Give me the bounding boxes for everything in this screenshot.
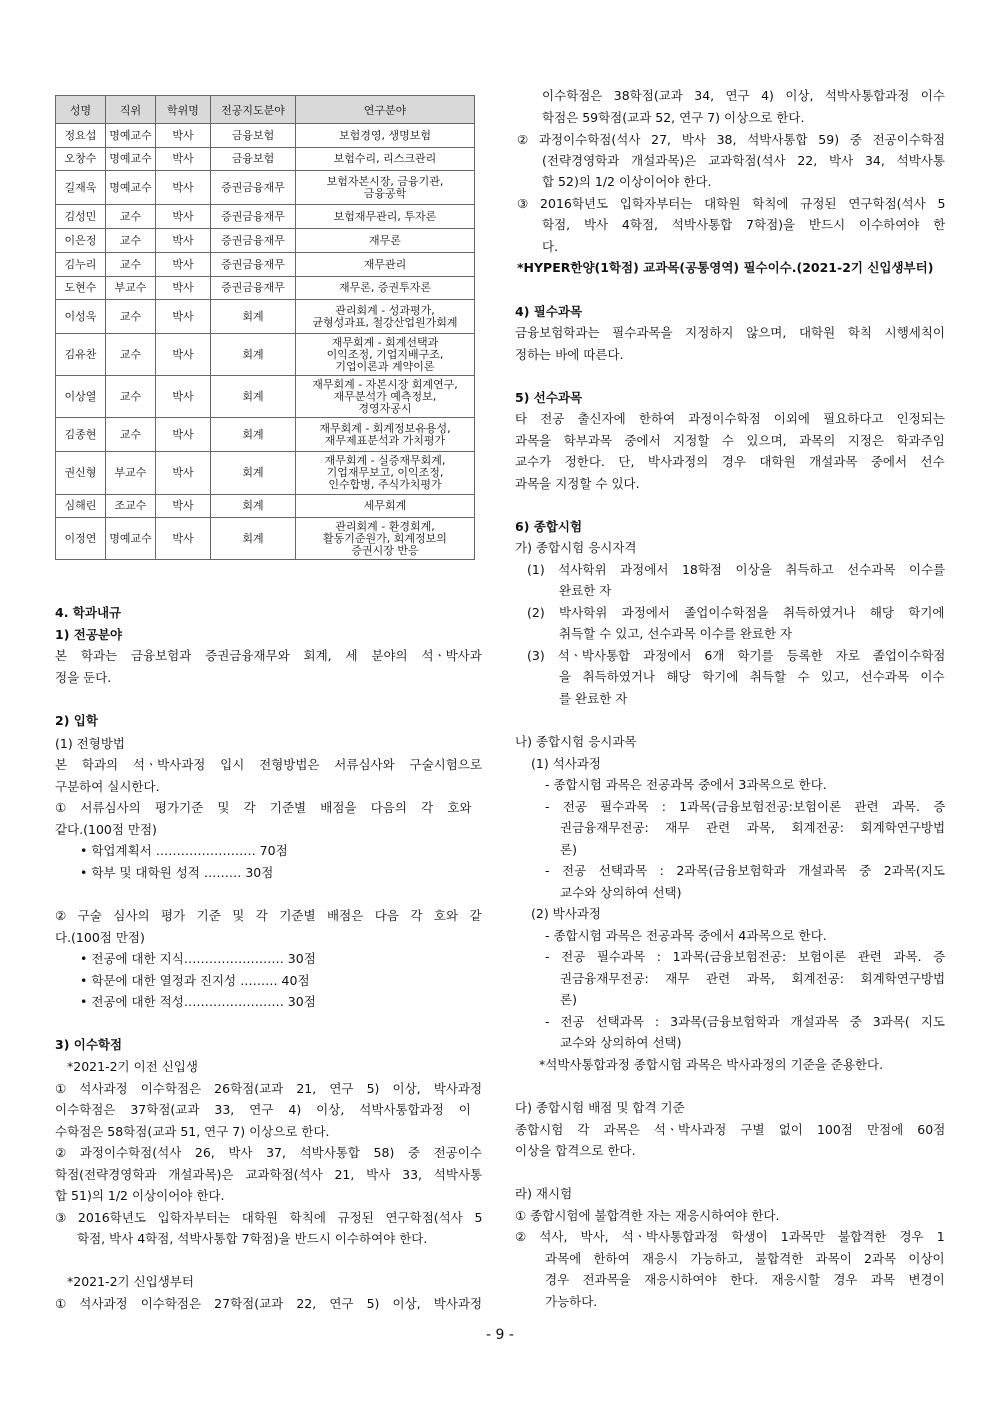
- cell-field: 회계: [211, 334, 296, 376]
- text-line: 같다.(100점 만점): [55, 822, 157, 837]
- cell-research: [296, 277, 475, 300]
- section-heading: *HYPER한양(1학점) 교과목(공통영역) 필수이수.(2021-2기 신입생부터): [517, 260, 934, 275]
- text-line: 학점, 박사 4학점, 석박사통합 7학점)을 반드시 이수하여야 한: [542, 217, 946, 232]
- research-line: 보험경영, 생명보험: [338, 128, 431, 142]
- cell-position: 교수: [106, 418, 156, 452]
- cell-field: 회계: [211, 495, 296, 518]
- text-line: 다) 종합시험 배점 및 합격 기준: [515, 1100, 685, 1115]
- text-line: (2) 박사학위 과정에서 졸업이수학점을 취득하였거나 해당 학기에: [527, 605, 945, 620]
- text-line: 이수학점은 38학점(교과 34, 연구 4) 이상, 석박사통합과정 이수: [542, 88, 945, 103]
- research-line: 금융공학: [363, 186, 407, 200]
- cell-research: [296, 171, 475, 205]
- cell-research: [296, 124, 475, 148]
- table-row: [56, 229, 475, 253]
- cell-name: 도현수: [56, 277, 106, 300]
- research-line: 재무회계 - 회계선택과: [331, 335, 439, 349]
- table-row: [56, 334, 475, 376]
- cell-position: 교수: [106, 376, 156, 418]
- section-heading: 1) 전공분야: [55, 627, 123, 642]
- research-line: 기업이론과 계약이론: [335, 359, 435, 373]
- text-line: 본 학과는 금융보험과 증권금융재무와 회계, 세 분야의 석ㆍ박사과: [55, 648, 482, 663]
- research-line: 세무회계: [363, 499, 407, 512]
- cell-degree: 박사: [156, 205, 211, 229]
- text-line: 타 전공 출신자에 한하여 과정이수학점 이외에 필요하다고 인정되는: [515, 411, 945, 426]
- cell-research: [296, 495, 475, 518]
- table-row: [56, 148, 475, 171]
- research-line: 균형성과표, 철강산업원가회계: [312, 315, 458, 329]
- text-line: 학점(전략경영학과 개설과목)은 교과학점(석사 21, 박사 33, 석박사통: [55, 1167, 483, 1182]
- table-row: [56, 418, 475, 452]
- text-line: 다.(100점 만점): [55, 930, 145, 945]
- cell-name: 김유찬: [56, 334, 106, 376]
- text-line: 합 52)의 1/2 이상이어야 한다.: [542, 174, 712, 189]
- text-line: • 학문에 대한 열정과 진지성 ……… 40점: [80, 973, 310, 988]
- text-line: - 종합시험 과목은 전공과목 중에서 3과목으로 한다.: [545, 777, 827, 792]
- cell-degree: 박사: [156, 253, 211, 277]
- text-line: 권금융재무전공: 재무 관련 과목, 회계전공: 회계학연구방법: [560, 820, 946, 835]
- table-row: [56, 124, 475, 148]
- text-line: 나) 종합시험 응시과목: [515, 734, 637, 749]
- cell-degree: 박사: [156, 334, 211, 376]
- cell-name: 길재욱: [56, 171, 106, 205]
- text-line: 합 51)의 1/2 이상이어야 한다.: [55, 1188, 225, 1203]
- cell-degree: 박사: [156, 277, 211, 300]
- text-line: 이수학점은 37학점(교과 33, 연구 4) 이상, 석박사통합과정 이: [55, 1102, 471, 1117]
- cell-degree: 박사: [156, 376, 211, 418]
- cell-degree: 박사: [156, 418, 211, 452]
- cell-position: 교수: [106, 300, 156, 334]
- text-line: 가능하다.: [545, 1294, 598, 1309]
- text-line: 라) 재시험: [515, 1186, 573, 1201]
- table-row: [56, 495, 475, 518]
- cell-degree: 박사: [156, 148, 211, 171]
- cell-position: 명예교수: [106, 148, 156, 171]
- text-line: 을 취득하였거나 해당 학기에 취득할 수 있고, 선수과목 이수: [559, 669, 945, 684]
- cell-position: 교수: [106, 334, 156, 376]
- table-row: [56, 253, 475, 277]
- research-line: 재무분석가 예측정보,: [333, 389, 437, 403]
- cell-field: 회계: [211, 518, 296, 560]
- research-line: 이익조정, 기업지배구조,: [326, 347, 444, 361]
- cell-position: 명예교수: [106, 124, 156, 148]
- cell-name: 이성욱: [56, 300, 106, 334]
- research-line: 보험자본시장, 금융기관,: [326, 174, 444, 188]
- text-line: ① 종합시험에 불합격한 자는 재응시하여야 한다.: [515, 1208, 780, 1223]
- cell-field: 증권금융재무: [211, 253, 296, 277]
- text-line: (1) 전형방법: [55, 736, 125, 751]
- cell-position: 부교수: [106, 277, 156, 300]
- text-line: (2) 박사과정: [531, 906, 601, 921]
- research-line: 관리회계 - 환경회계,: [335, 519, 435, 533]
- cell-name: 이상열: [56, 376, 106, 418]
- research-line: 인수합병, 주식가치평가: [328, 478, 442, 491]
- text-line: - 전공 필수과목 : 1과목(금융보험전공: 보험이론 관련 과목. 증: [545, 949, 946, 964]
- cell-degree: 박사: [156, 452, 211, 495]
- text-line: 론): [560, 992, 577, 1007]
- text-line: ① 서류심사의 평가기준 및 각 기준별 배점을 다음의 각 호와: [55, 800, 472, 815]
- text-line: *석박사통합과정 종합시험 과목은 박사과정의 기준을 준용한다.: [539, 1057, 884, 1072]
- header-field: 전공지도분야: [211, 96, 296, 124]
- header-research: 연구분야: [296, 96, 475, 124]
- text-line: - 전공 선택과목 : 3과목(금융보험학과 개설과목 중 3과목( 지도: [545, 1014, 945, 1029]
- table-row: [56, 205, 475, 229]
- cell-degree: 박사: [156, 229, 211, 253]
- section-heading: 2) 입학: [55, 713, 98, 728]
- text-line: - 전공 필수과목 : 1과목(금융보험전공:보험이론 관련 과목. 증: [545, 799, 946, 814]
- cell-field: 금융보험: [211, 148, 296, 171]
- cell-research: [296, 205, 475, 229]
- text-line: - 종합시험 과목은 전공과목 중에서 4과목으로 한다.: [545, 928, 827, 943]
- text-line: 과목에 한하여 재응시 가능하고, 불합격한 과목이 2과목 이상이: [545, 1251, 945, 1266]
- section-heading: 5) 선수과목: [515, 390, 583, 405]
- text-line: (3) 석ㆍ박사통합 과정에서 6개 학기를 등록한 자로 졸업이수학점: [527, 648, 946, 663]
- cell-position: 교수: [106, 229, 156, 253]
- text-line: 교수와 상의하여 선택): [560, 1035, 682, 1050]
- cell-field: 회계: [211, 300, 296, 334]
- section-heading: 4. 학과내규: [55, 605, 122, 620]
- cell-degree: 박사: [156, 171, 211, 205]
- cell-research: [296, 376, 475, 418]
- cell-research: [296, 452, 475, 495]
- text-line: 교수가 정한다. 단, 박사과정의 경우 대학원 개설과목 중에서 선수: [515, 454, 945, 469]
- text-line: • 학업계획서 …………………… 70점: [80, 843, 288, 858]
- cell-position: 명예교수: [106, 518, 156, 560]
- cell-field: 증권금융재무: [211, 205, 296, 229]
- research-line: 관리회계 - 성과평가,: [335, 303, 435, 317]
- research-line: 경영자공시: [358, 401, 412, 415]
- text-line: 권금융재무전공: 재무 관련 과목, 회계전공: 회계학연구방법: [560, 971, 946, 986]
- text-line: 과목을 학부과목 중에서 지정할 수 있으며, 과목의 지정은 학과주임: [515, 433, 945, 448]
- text-line: ① 석사과정 이수학점은 26학점(교과 21, 연구 5) 이상, 박사과정: [55, 1081, 483, 1096]
- cell-research: [296, 518, 475, 560]
- header-degree: 학위명: [156, 96, 211, 124]
- table-row: [56, 376, 475, 418]
- section-heading: 4) 필수과목: [515, 304, 583, 319]
- cell-degree: 박사: [156, 518, 211, 560]
- text-line: 론): [560, 842, 577, 857]
- text-line: *2021-2기 신입생부터: [67, 1274, 194, 1289]
- cell-name: 김종현: [56, 418, 106, 452]
- cell-name: 김누리: [56, 253, 106, 277]
- text-line: 학점, 박사 4학점, 석박사통합 7학점)을 반드시 이수하여야 한다.: [77, 1231, 428, 1246]
- section-heading: 3) 이수학점: [55, 1037, 123, 1052]
- text-line: ② 과정이수학점(석사 27, 박사 38, 석박사통합 59) 중 전공이수학점: [517, 132, 946, 147]
- research-line: 보험수리, 리스크관리: [333, 152, 437, 165]
- cell-name: 이은정: [56, 229, 106, 253]
- cell-name: 이정연: [56, 518, 106, 560]
- cell-position: 조교수: [106, 495, 156, 518]
- cell-research: [296, 300, 475, 334]
- cell-name: 정요섭: [56, 124, 106, 148]
- table-header-row: [56, 96, 475, 124]
- cell-degree: 박사: [156, 300, 211, 334]
- text-line: 본 학과의 석ㆍ박사과정 입시 전형방법은 서류심사와 구술시험으로: [55, 757, 482, 772]
- cell-degree: 박사: [156, 124, 211, 148]
- text-line: • 학부 및 대학원 성적 ……… 30점: [80, 865, 274, 880]
- research-line: 재무제표분석과 가치평가: [324, 433, 446, 447]
- table-row: [56, 300, 475, 334]
- text-line: (1) 석사학위 과정에서 18학점 이상을 취득하고 선수과목 이수를: [527, 562, 946, 577]
- research-line: 증권시장 반응: [351, 543, 419, 557]
- text-line: - 전공 선택과목 : 2과목(금융보험학과 개설과목 중 2과목(지도: [545, 863, 945, 878]
- research-line: 재무회계 - 회계정보유용성,: [319, 421, 451, 435]
- research-line: 기업재무보고, 이익조정,: [326, 466, 444, 479]
- text-line: 과목을 지정할 수 있다.: [515, 476, 640, 491]
- text-line: ① 석사과정 이수학점은 27학점(교과 22, 연구 5) 이상, 박사과정: [55, 1296, 483, 1311]
- text-line: 구분하여 실시한다.: [55, 779, 160, 794]
- cell-research: [296, 229, 475, 253]
- cell-name: 오창수: [56, 148, 106, 171]
- text-line: 정을 둔다.: [55, 670, 112, 685]
- research-line: 활동기준원가, 회계정보의: [323, 531, 447, 545]
- cell-field: 회계: [211, 418, 296, 452]
- text-line: ② 과정이수학점(석사 26, 박사 37, 석박사통합 58) 중 전공이수: [55, 1145, 482, 1160]
- text-line: • 전공에 대한 지식…………………… 30점: [80, 951, 316, 966]
- text-line: ② 석사, 박사, 석ㆍ박사통합과정 학생이 1과목만 불합격한 경우 1: [515, 1229, 945, 1244]
- text-line: (전략경영학과 개설과목)은 교과학점(석사 22, 박사 34, 석박사통: [542, 153, 945, 168]
- cell-research: [296, 253, 475, 277]
- text-line: 금융보험학과는 필수과목을 지정하지 않으며, 대학원 학칙 시행세칙이: [515, 325, 945, 340]
- table-row: [56, 277, 475, 300]
- text-line: 가) 종합시험 응시자격: [515, 540, 637, 555]
- text-line: 다.: [542, 239, 559, 254]
- cell-field: 증권금융재무: [211, 171, 296, 205]
- table-row: [56, 518, 475, 560]
- text-line: 학점은 59학점(교과 52, 연구 7) 이상으로 한다.: [542, 110, 805, 125]
- table-row: [56, 171, 475, 205]
- cell-name: 김성민: [56, 205, 106, 229]
- cell-position: 명예교수: [106, 171, 156, 205]
- text-line: 취득할 수 있고, 선수과목 이수를 완료한 자: [559, 626, 793, 641]
- research-line: 재무론: [369, 233, 401, 247]
- research-line: 재무회계 - 자본시장 회계연구,: [312, 377, 458, 391]
- cell-position: 부교수: [106, 452, 156, 495]
- text-line: ② 구술 심사의 평가 기준 및 각 기준별 배점은 다음 각 호와 같: [55, 908, 482, 923]
- header-position: 직위: [106, 96, 156, 124]
- cell-field: 회계: [211, 376, 296, 418]
- text-line: 종합시험 각 과목은 석ㆍ박사과정 구별 없이 100점 만점에 60점: [515, 1122, 946, 1137]
- cell-field: 증권금융재무: [211, 229, 296, 253]
- research-line: 보험재무관리, 투자론: [333, 209, 437, 223]
- table-row: [56, 452, 475, 495]
- text-line: 경우 전과목을 재응시하여야 한다. 재응시할 경우 과목 변경이: [545, 1272, 945, 1287]
- research-line: 재무회계 - 실증재무회계,: [324, 454, 446, 467]
- text-line: • 전공에 대한 적성…………………… 30점: [80, 994, 316, 1009]
- cell-degree: 박사: [156, 495, 211, 518]
- text-line: 수학점은 58학점(교과 51, 연구 7) 이상으로 한다.: [55, 1124, 330, 1139]
- cell-research: [296, 334, 475, 376]
- cell-position: 교수: [106, 205, 156, 229]
- faculty-table: [55, 95, 475, 560]
- cell-field: 회계: [211, 452, 296, 495]
- section-heading: 6) 종합시험: [515, 519, 583, 534]
- text-line: ③ 2016학년도 입학자부터는 대학원 학칙에 규정된 연구학점(석사 5: [55, 1210, 483, 1225]
- cell-name: 권신형: [56, 452, 106, 495]
- text-line: ③ 2016학년도 입학자부터는 대학원 학칙에 규정된 연구학점(석사 5: [517, 196, 946, 211]
- cell-field: 금융보험: [211, 124, 296, 148]
- cell-field: 증권금융재무: [211, 277, 296, 300]
- cell-research: [296, 148, 475, 171]
- header-name: 성명: [56, 96, 106, 124]
- page-number: - 9 -: [486, 1327, 514, 1343]
- text-line: (1) 석사과정: [531, 756, 601, 771]
- text-line: *2021-2기 이전 신입생: [67, 1059, 198, 1074]
- cell-position: 교수: [106, 253, 156, 277]
- research-line: 재무관리: [363, 257, 407, 271]
- text-line: 교수와 상의하여 선택): [560, 885, 682, 900]
- text-line: 정하는 바에 따른다.: [515, 347, 624, 362]
- text-line: 이상을 합격으로 한다.: [515, 1143, 636, 1158]
- text-line: 를 완료한 자: [559, 691, 628, 706]
- cell-name: 심해린: [56, 495, 106, 518]
- text-line: 완료한 자: [559, 583, 612, 598]
- research-line: 재무론, 증권투자론: [338, 281, 431, 294]
- cell-research: [296, 418, 475, 452]
